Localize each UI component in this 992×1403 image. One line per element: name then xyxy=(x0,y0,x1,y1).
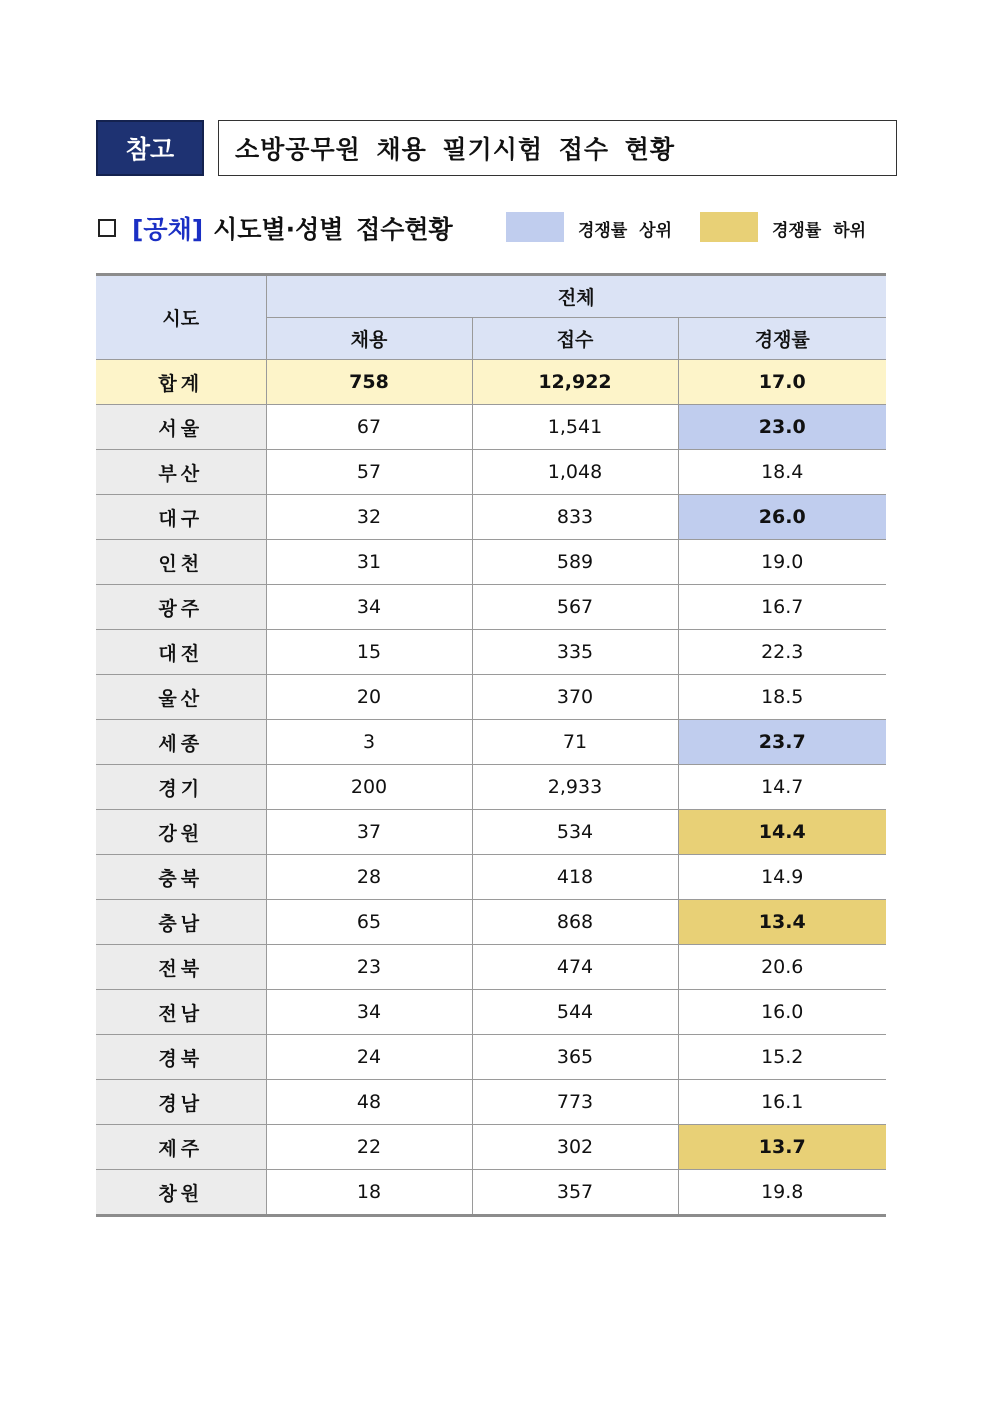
row-region: 서울 xyxy=(96,405,266,450)
row-applied: 534 xyxy=(472,810,678,855)
row-applied: 544 xyxy=(472,990,678,1035)
row-applied: 1,048 xyxy=(472,450,678,495)
row-hired: 32 xyxy=(266,495,472,540)
row-ratio: 19.0 xyxy=(678,540,886,585)
row-region: 경기 xyxy=(96,765,266,810)
table-row xyxy=(96,630,886,675)
row-region: 대구 xyxy=(96,495,266,540)
table-row xyxy=(96,720,886,765)
row-hired: 15 xyxy=(266,630,472,675)
row-applied: 370 xyxy=(472,675,678,720)
header-hired: 채용 xyxy=(266,318,472,360)
row-region: 전북 xyxy=(96,945,266,990)
legend-swatch-low xyxy=(700,212,758,242)
row-region: 광주 xyxy=(96,585,266,630)
legend-swatch-high xyxy=(506,212,564,242)
table-row xyxy=(96,1080,886,1125)
row-applied: 418 xyxy=(472,855,678,900)
row-ratio: 18.4 xyxy=(678,450,886,495)
checkbox-icon xyxy=(98,219,116,237)
section-title-text: 시도별·성별 접수현황 xyxy=(213,215,453,244)
row-region: 인천 xyxy=(96,540,266,585)
row-hired: 20 xyxy=(266,675,472,720)
row-ratio: 15.2 xyxy=(678,1035,886,1080)
header-ratio: 경쟁률 xyxy=(678,318,886,360)
row-region: 울산 xyxy=(96,675,266,720)
row-hired: 23 xyxy=(266,945,472,990)
row-ratio: 23.0 xyxy=(678,405,886,450)
row-applied: 567 xyxy=(472,585,678,630)
row-ratio: 19.8 xyxy=(678,1170,886,1216)
table-row xyxy=(96,765,886,810)
row-hired: 3 xyxy=(266,720,472,765)
row-ratio: 26.0 xyxy=(678,495,886,540)
section-header xyxy=(96,208,896,248)
row-ratio: 13.7 xyxy=(678,1125,886,1170)
applications-table xyxy=(96,273,886,1217)
table-row xyxy=(96,450,886,495)
row-hired: 18 xyxy=(266,1170,472,1216)
legend-label-high: 경쟁률 상위 xyxy=(578,221,673,241)
row-applied: 773 xyxy=(472,1080,678,1125)
reference-tag: 참고 xyxy=(96,120,204,176)
table-row xyxy=(96,405,886,450)
row-ratio: 22.3 xyxy=(678,630,886,675)
legend-label-low: 경쟁률 하위 xyxy=(772,221,867,241)
section-bracket: [공채] xyxy=(132,215,204,244)
row-hired: 28 xyxy=(266,855,472,900)
table-row xyxy=(96,945,886,990)
table-row xyxy=(96,900,886,945)
row-applied: 302 xyxy=(472,1125,678,1170)
row-hired: 22 xyxy=(266,1125,472,1170)
table-body xyxy=(96,360,886,1216)
row-hired: 67 xyxy=(266,405,472,450)
table-row xyxy=(96,675,886,720)
header-region: 시도 xyxy=(96,275,266,360)
row-applied: 2,933 xyxy=(472,765,678,810)
row-region: 창원 xyxy=(96,1170,266,1216)
table-row xyxy=(96,810,886,855)
table-row xyxy=(96,1035,886,1080)
row-applied: 833 xyxy=(472,495,678,540)
table-row xyxy=(96,540,886,585)
row-ratio: 20.6 xyxy=(678,945,886,990)
row-applied: 335 xyxy=(472,630,678,675)
row-ratio: 18.5 xyxy=(678,675,886,720)
row-ratio: 16.7 xyxy=(678,585,886,630)
row-hired: 57 xyxy=(266,450,472,495)
row-hired: 34 xyxy=(266,990,472,1035)
header-group: 전체 xyxy=(266,275,886,318)
row-ratio: 16.1 xyxy=(678,1080,886,1125)
header-applied: 접수 xyxy=(472,318,678,360)
page-title: 소방공무원 채용 필기시험 접수 현황 xyxy=(218,120,897,176)
total-ratio: 17.0 xyxy=(678,360,886,405)
row-applied: 1,541 xyxy=(472,405,678,450)
total-applied: 12,922 xyxy=(472,360,678,405)
table-row xyxy=(96,855,886,900)
row-region: 세종 xyxy=(96,720,266,765)
row-ratio: 16.0 xyxy=(678,990,886,1035)
row-hired: 34 xyxy=(266,585,472,630)
row-ratio: 14.9 xyxy=(678,855,886,900)
row-applied: 868 xyxy=(472,900,678,945)
row-applied: 365 xyxy=(472,1035,678,1080)
row-hired: 48 xyxy=(266,1080,472,1125)
row-region: 강원 xyxy=(96,810,266,855)
row-region: 충남 xyxy=(96,900,266,945)
row-ratio: 14.4 xyxy=(678,810,886,855)
row-ratio: 14.7 xyxy=(678,765,886,810)
row-applied: 357 xyxy=(472,1170,678,1216)
row-hired: 31 xyxy=(266,540,472,585)
row-region: 제주 xyxy=(96,1125,266,1170)
row-region: 부산 xyxy=(96,450,266,495)
table-row xyxy=(96,585,886,630)
row-region: 대전 xyxy=(96,630,266,675)
row-hired: 37 xyxy=(266,810,472,855)
row-region: 충북 xyxy=(96,855,266,900)
total-row xyxy=(96,360,886,405)
row-applied: 71 xyxy=(472,720,678,765)
table-row xyxy=(96,990,886,1035)
row-hired: 65 xyxy=(266,900,472,945)
row-region: 전남 xyxy=(96,990,266,1035)
table-row xyxy=(96,1170,886,1216)
total-hired: 758 xyxy=(266,360,472,405)
row-ratio: 13.4 xyxy=(678,900,886,945)
row-hired: 24 xyxy=(266,1035,472,1080)
row-region: 경북 xyxy=(96,1035,266,1080)
total-region: 합계 xyxy=(96,360,266,405)
row-applied: 474 xyxy=(472,945,678,990)
title-row xyxy=(96,120,897,176)
row-hired: 200 xyxy=(266,765,472,810)
row-applied: 589 xyxy=(472,540,678,585)
table-row xyxy=(96,1125,886,1170)
row-ratio: 23.7 xyxy=(678,720,886,765)
section-title xyxy=(132,210,453,246)
row-region: 경남 xyxy=(96,1080,266,1125)
table-row xyxy=(96,495,886,540)
